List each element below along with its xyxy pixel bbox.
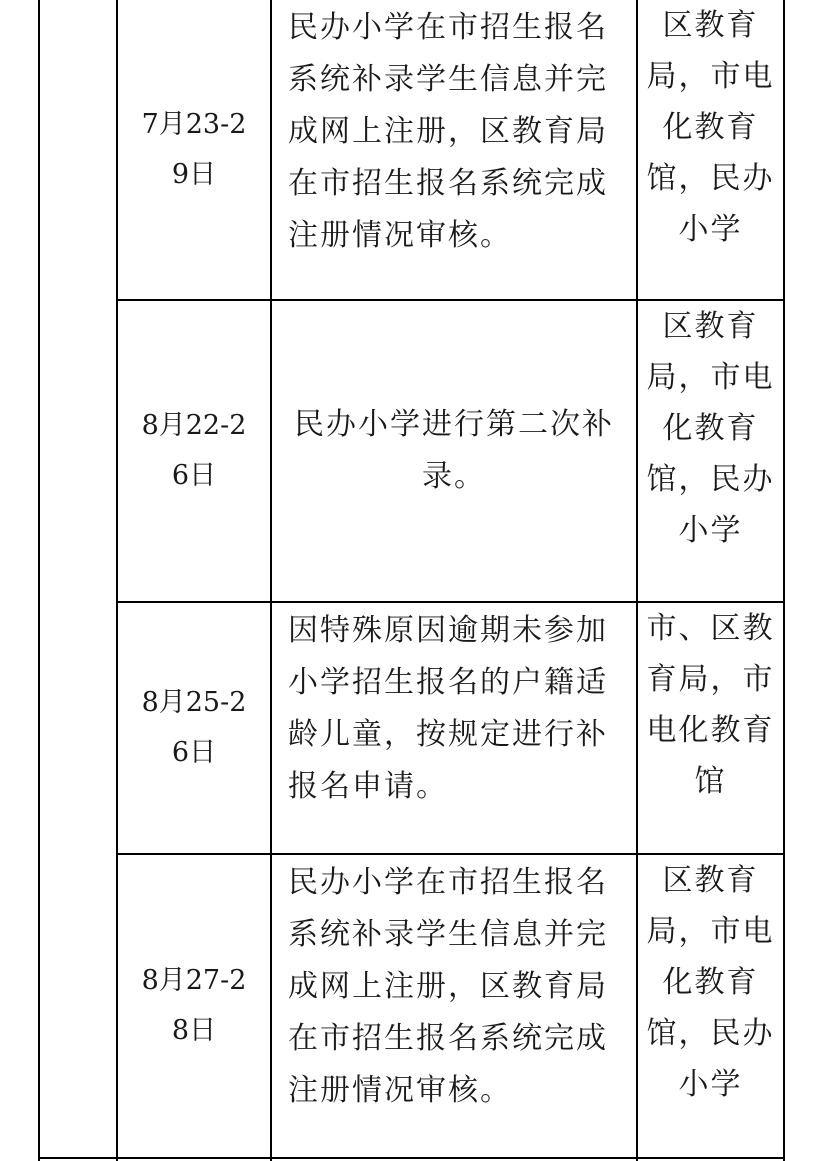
date-text: 7月23-2 9日 bbox=[141, 108, 247, 190]
description-text: 民办小学在市招生报名系统补录学生信息并完成网上注册，区教育局在市招生报名系统完成注册情况审核。 bbox=[288, 10, 608, 253]
description-cell bbox=[272, 855, 636, 1157]
date-cell bbox=[118, 301, 270, 601]
table-border-left bbox=[38, 0, 40, 1161]
date-cell bbox=[118, 603, 270, 853]
organizer-cell bbox=[638, 0, 783, 299]
organizer-text: 区教育局，市电化教育馆，民办小学 bbox=[646, 8, 775, 247]
description-cell bbox=[272, 0, 636, 299]
date-text: 8月22-2 6日 bbox=[141, 410, 247, 491]
description-cell bbox=[272, 603, 636, 853]
organizer-text: 区教育局，市电化教育馆，民办小学 bbox=[646, 863, 775, 1102]
table-bottom-border bbox=[38, 1157, 785, 1159]
date-text: 8月27-2 8日 bbox=[141, 965, 247, 1046]
date-cell bbox=[118, 0, 270, 299]
table-border-right bbox=[783, 0, 785, 1161]
organizer-text: 市、区教育局，市电化教育馆 bbox=[646, 611, 775, 799]
organizer-text: 区教育局，市电化教育馆，民办小学 bbox=[646, 309, 775, 548]
organizer-cell bbox=[638, 603, 783, 853]
date-cell bbox=[118, 855, 270, 1157]
date-text: 8月25-2 6日 bbox=[141, 687, 247, 768]
description-text: 民办小学在市招生报名系统补录学生信息并完成网上注册，区教育局在市招生报名系统完成注册情况审核。 bbox=[288, 865, 608, 1108]
organizer-cell bbox=[638, 301, 783, 601]
description-text: 因特殊原因逾期未参加小学招生报名的户籍适龄儿童，按规定进行补报名申请。 bbox=[288, 613, 608, 804]
description-cell bbox=[272, 301, 636, 601]
description-text: 民办小学进行第二次补录。 bbox=[294, 407, 614, 494]
organizer-cell bbox=[638, 855, 783, 1157]
